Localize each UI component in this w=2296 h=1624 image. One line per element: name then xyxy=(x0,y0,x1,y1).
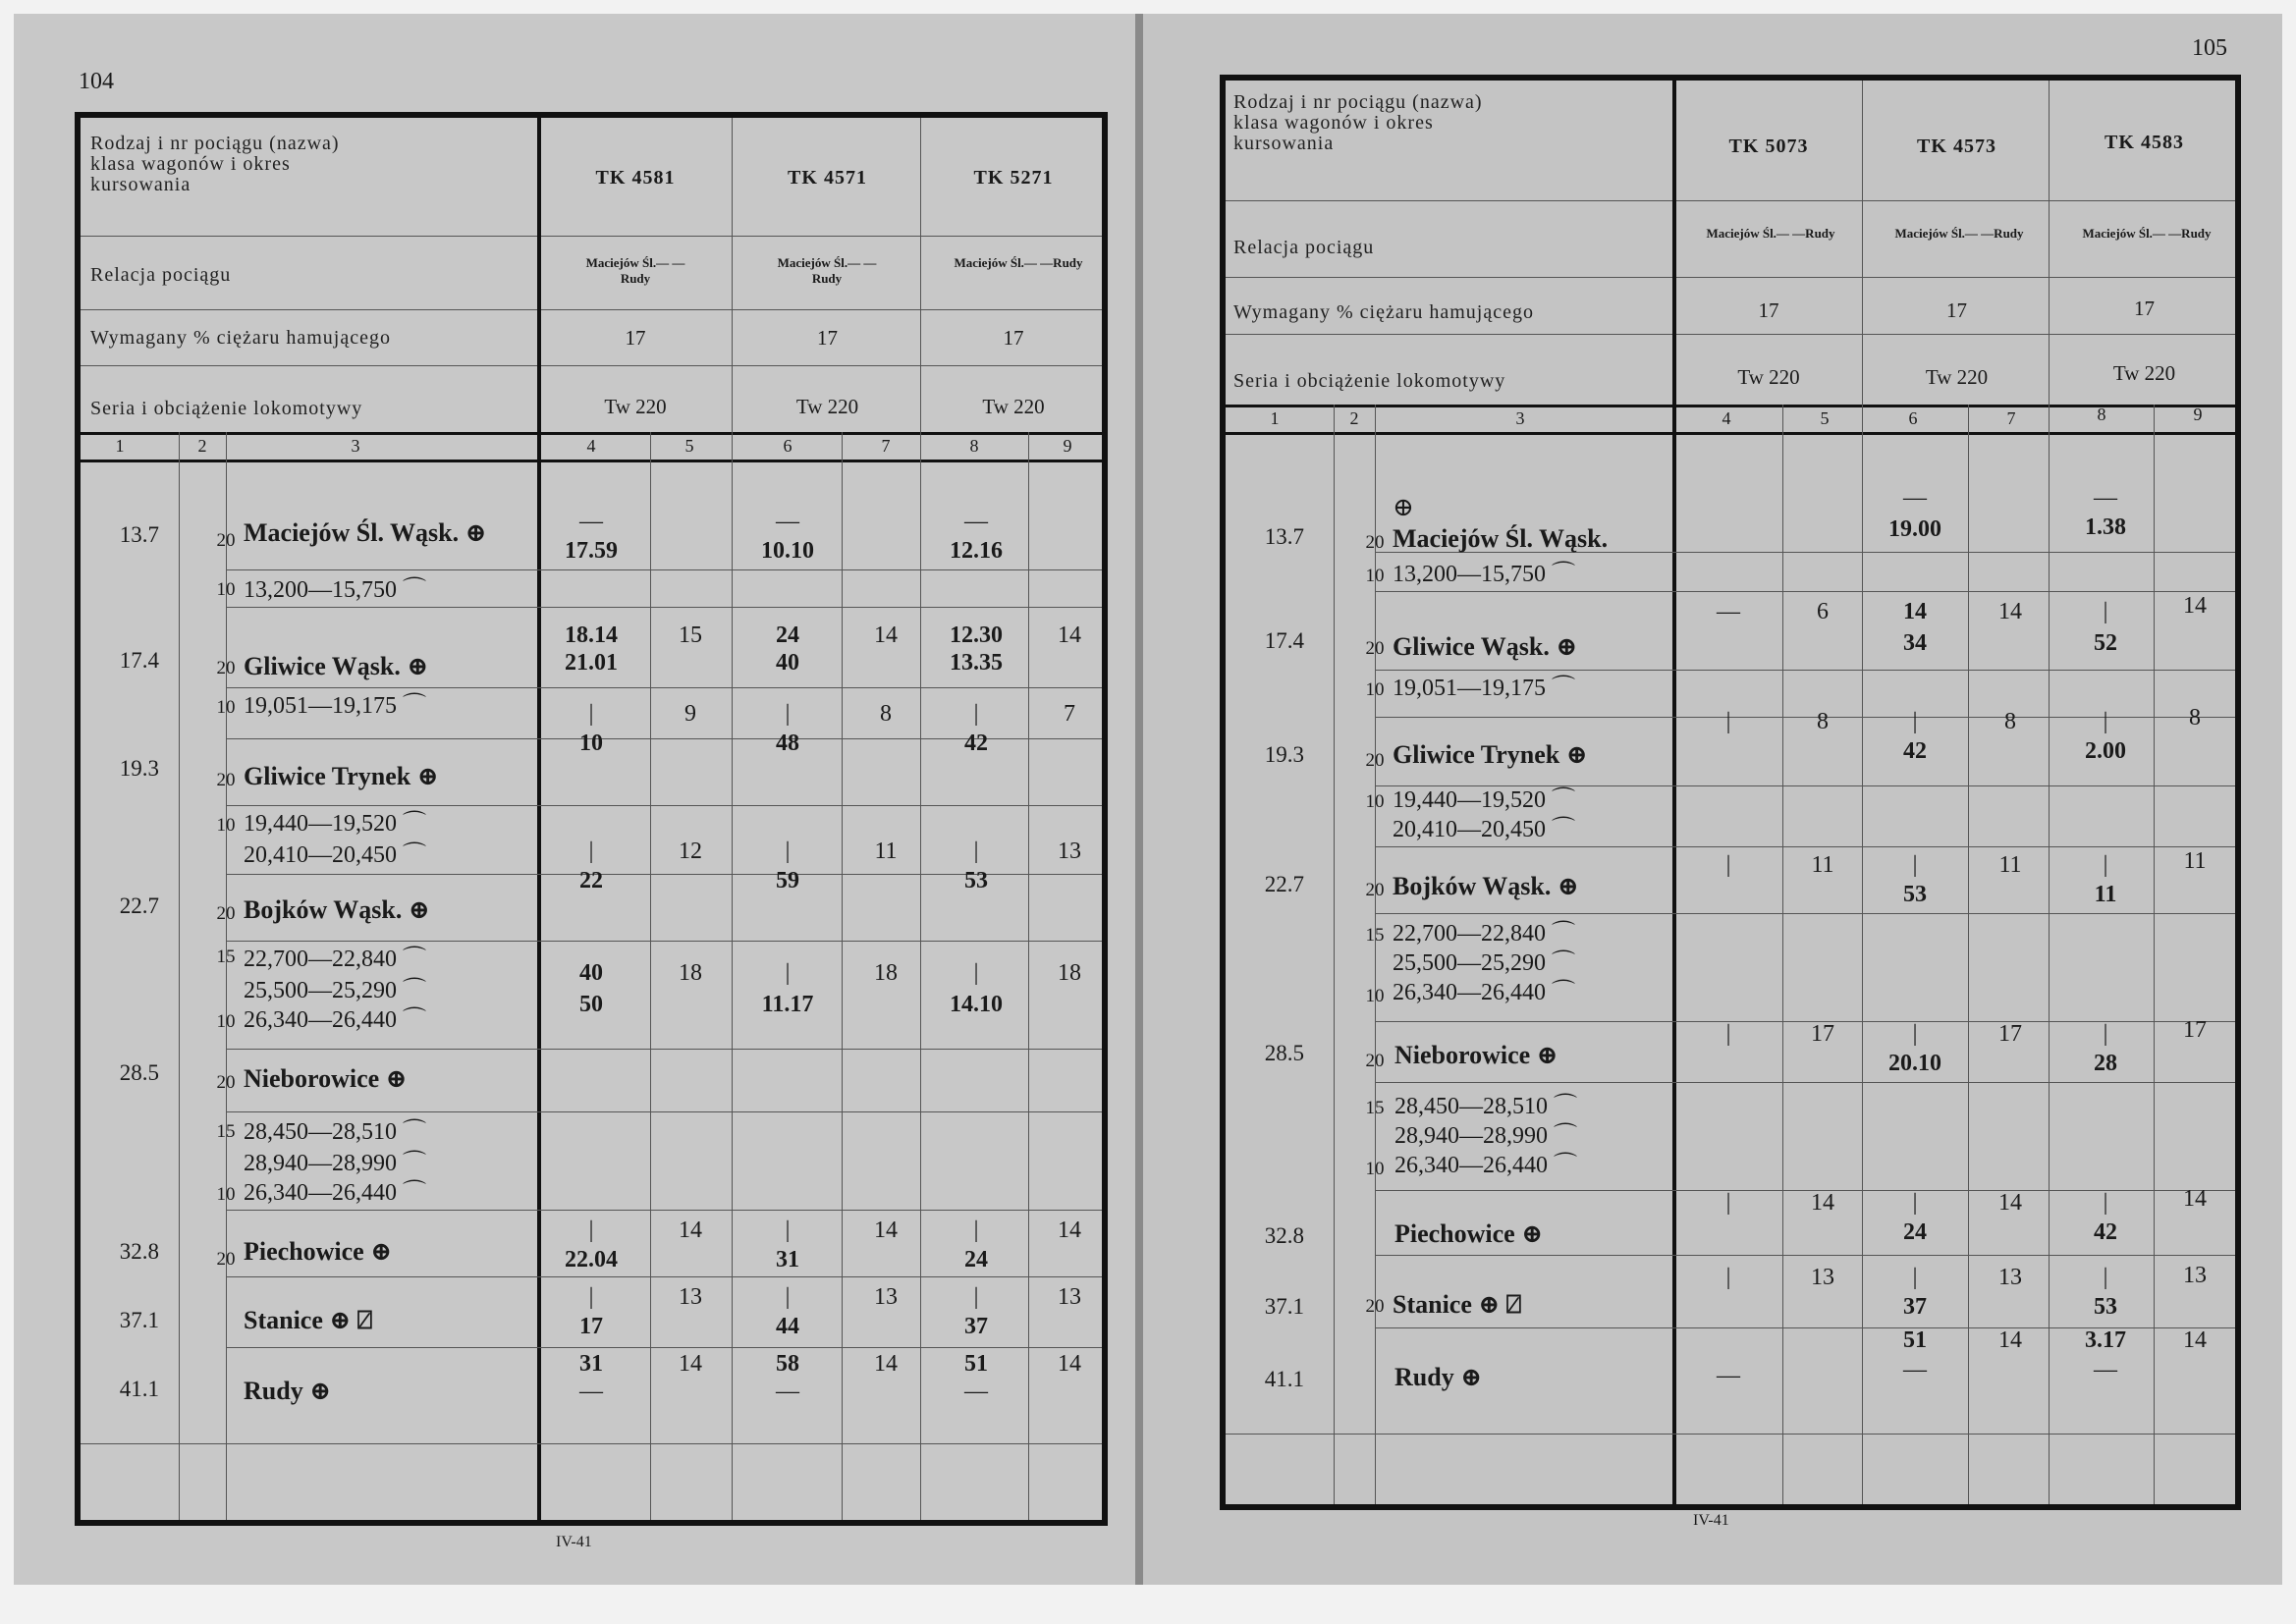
loco-label: Seria i obciążenie lokomotywy xyxy=(90,398,363,419)
time-dash: — xyxy=(1717,599,1740,624)
pass-mark: | xyxy=(2103,1021,2108,1047)
km-value: 32.8 xyxy=(119,1239,159,1264)
pass-mark: | xyxy=(785,960,791,986)
track-section: 19,051—19,175 ⌒ xyxy=(244,693,426,719)
km-value: 37.1 xyxy=(119,1308,159,1332)
pass-mark: | xyxy=(2103,1265,2108,1290)
track-section: 28,940—28,990 ⌒ xyxy=(244,1151,426,1176)
run-time: 11 xyxy=(1811,852,1834,878)
time-value: 3.17 xyxy=(2085,1327,2126,1353)
km-value: 37.1 xyxy=(1264,1294,1304,1319)
run-time: 13 xyxy=(679,1284,702,1310)
time-value: 53 xyxy=(1903,882,1927,907)
run-time: 14 xyxy=(2183,593,2207,619)
time-value: 24 xyxy=(776,623,799,648)
km-value: 41.1 xyxy=(119,1377,159,1401)
km-value: 17.4 xyxy=(119,648,159,673)
time-value: 18.14 xyxy=(565,623,618,648)
time-value: 37 xyxy=(964,1314,988,1339)
time-value: 31 xyxy=(776,1247,799,1272)
train-relation: Maciejów Śl.— —Rudy xyxy=(1706,226,1835,241)
train-relation: Maciejów Śl.— —Rudy xyxy=(777,255,877,286)
pass-mark: | xyxy=(1912,709,1918,734)
track-section: 13,200—15,750 ⌒ xyxy=(1393,562,1575,587)
time-value: 53 xyxy=(2094,1294,2117,1320)
run-time: 9 xyxy=(684,701,696,727)
loco-value: Tw 220 xyxy=(2112,361,2176,385)
km-value: 19.3 xyxy=(1264,742,1304,767)
pass-mark: | xyxy=(2103,709,2108,734)
pass-mark: | xyxy=(1725,1190,1731,1216)
run-time: 14 xyxy=(679,1218,702,1243)
track-section: 20,410—20,450 ⌒ xyxy=(1393,817,1575,842)
train-number: TK 5271 xyxy=(973,167,1054,189)
time-dash: — xyxy=(964,509,988,534)
train-type-label: Rodzaj i nr pociągu (nazwa) klasa wagonów i okres kursowania xyxy=(1233,91,1483,154)
pass-mark: | xyxy=(1912,1265,1918,1290)
run-time: 12 xyxy=(679,839,702,864)
time-dash: — xyxy=(579,1379,603,1404)
time-dash: — xyxy=(579,509,603,534)
km-value: 22.7 xyxy=(1264,872,1304,896)
relation-label: Relacja pociągu xyxy=(1233,237,1375,258)
pass-mark: | xyxy=(785,1284,791,1310)
station-name: Gliwice Wąsk. ⊕ xyxy=(244,652,429,680)
track-speed: 10 xyxy=(1365,679,1385,700)
track-section: 25,500—25,290 ⌒ xyxy=(1393,950,1575,976)
run-time: 6 xyxy=(1817,599,1829,624)
run-time: 8 xyxy=(1817,709,1829,734)
track-speed: 10 xyxy=(216,815,236,836)
column-number: 9 xyxy=(2193,405,2203,424)
km-value: 13.7 xyxy=(1264,524,1304,549)
time-value: 11.17 xyxy=(761,992,814,1017)
run-time: 14 xyxy=(874,1218,898,1243)
time-value: 22 xyxy=(579,868,603,893)
track-section: 13,200—15,750 ⌒ xyxy=(244,577,426,603)
train-number: TK 5073 xyxy=(1728,135,1809,157)
track-speed: 10 xyxy=(216,579,236,600)
pass-mark: | xyxy=(1725,709,1731,734)
speed-value: 20 xyxy=(216,658,236,678)
track-speed: 10 xyxy=(1365,791,1385,812)
speed-value: 20 xyxy=(1365,532,1385,553)
time-value: 14.10 xyxy=(950,992,1003,1017)
km-value: 19.3 xyxy=(119,756,159,781)
time-dash: — xyxy=(776,1379,799,1404)
pass-mark: | xyxy=(973,1284,979,1310)
train-relation: Maciejów Śl.— —Rudy xyxy=(1894,226,2024,241)
time-value: 19.00 xyxy=(1888,516,1941,542)
pass-mark: | xyxy=(973,701,979,727)
time-value: 13.35 xyxy=(950,650,1003,676)
track-section: 19,440—19,520 ⌒ xyxy=(244,811,426,837)
station-name: Rudy ⊕ xyxy=(1394,1363,1482,1391)
brake-label: Wymagany % ciężaru hamującego xyxy=(90,327,391,349)
time-value: 48 xyxy=(776,731,799,756)
track-speed: 10 xyxy=(216,1184,236,1205)
track-section: 19,051—19,175 ⌒ xyxy=(1393,676,1575,701)
run-time: 13 xyxy=(1058,839,1081,864)
speed-value: 20 xyxy=(1365,638,1385,659)
run-time: 14 xyxy=(874,1351,898,1377)
loco-value: Tw 220 xyxy=(604,395,667,418)
speed-value: 20 xyxy=(216,903,236,924)
run-time: 11 xyxy=(1998,852,2022,878)
run-time: 7 xyxy=(1064,701,1075,727)
page-footer: IV-41 xyxy=(1693,1512,1729,1529)
station-name: Piechowice ⊕ xyxy=(244,1237,393,1266)
page-number: 105 xyxy=(2192,35,2227,61)
run-time: 14 xyxy=(1058,1351,1081,1377)
train-type-label: Rodzaj i nr pociągu (nazwa) klasa wagonów i okres kursowania xyxy=(90,133,340,195)
track-speed: 10 xyxy=(216,1011,236,1032)
run-time: 14 xyxy=(1998,599,2022,624)
track-section: 28,450—28,510 ⌒ xyxy=(1394,1094,1577,1119)
run-time: 18 xyxy=(679,960,702,986)
km-value: 41.1 xyxy=(1264,1367,1304,1391)
time-value: 22.04 xyxy=(565,1247,618,1272)
time-value: 58 xyxy=(776,1351,799,1377)
run-time: 18 xyxy=(1058,960,1081,986)
km-value: 28.5 xyxy=(119,1060,159,1085)
time-dash: — xyxy=(964,1379,988,1404)
run-time: 13 xyxy=(1811,1265,1834,1290)
column-number: 2 xyxy=(1349,408,1359,428)
run-time: 14 xyxy=(2183,1186,2207,1212)
km-value: 32.8 xyxy=(1264,1223,1304,1248)
speed-value: 20 xyxy=(1365,1296,1385,1317)
run-time: 17 xyxy=(2183,1017,2207,1043)
pass-mark: | xyxy=(588,1284,594,1310)
time-value: 2.00 xyxy=(2085,738,2126,764)
column-number: 8 xyxy=(969,436,979,456)
km-value: 28.5 xyxy=(1264,1041,1304,1065)
station-name: Nieborowice ⊕ xyxy=(244,1064,408,1093)
pass-mark: | xyxy=(1725,1021,1731,1047)
track-speed: 10 xyxy=(1365,986,1385,1006)
time-value: 42 xyxy=(2094,1219,2117,1245)
speed-value: 20 xyxy=(216,770,236,790)
pass-mark: | xyxy=(588,839,594,864)
run-time: 11 xyxy=(2183,848,2207,874)
brake-value: 17 xyxy=(817,326,838,350)
run-time: 11 xyxy=(874,839,898,864)
time-value: 34 xyxy=(1903,630,1927,656)
train-number: TK 4581 xyxy=(595,167,676,189)
station-name: Maciejów Śl. Wąsk. ⊕ xyxy=(244,518,487,547)
column-number: 7 xyxy=(2006,408,2016,428)
brake-value: 17 xyxy=(1758,298,1779,322)
time-value: 42 xyxy=(1903,738,1927,764)
track-section: 22,700—22,840 ⌒ xyxy=(244,947,426,972)
track-speed: 15 xyxy=(1365,1098,1385,1118)
pass-mark: | xyxy=(785,839,791,864)
book-spread xyxy=(14,14,2282,1585)
time-value: 53 xyxy=(964,868,988,893)
timetable-left xyxy=(75,112,1108,1526)
km-value: 17.4 xyxy=(1264,628,1304,653)
pass-mark: | xyxy=(2103,1190,2108,1216)
pass-mark: | xyxy=(785,701,791,727)
train-relation: Maciejów Śl.— —Rudy xyxy=(585,255,685,286)
pass-mark: | xyxy=(973,960,979,986)
track-section: 20,410—20,450 ⌒ xyxy=(244,842,426,868)
time-dash: — xyxy=(1903,1357,1927,1382)
train-number: TK 4571 xyxy=(788,167,867,189)
column-number: 9 xyxy=(1063,436,1072,456)
pass-mark: | xyxy=(1725,1265,1731,1290)
speed-value: 20 xyxy=(216,530,236,551)
run-time: 14 xyxy=(679,1351,702,1377)
loco-label: Seria i obciążenie lokomotywy xyxy=(1233,370,1506,392)
time-value: 21.01 xyxy=(565,650,618,676)
run-time: 14 xyxy=(1998,1327,2022,1353)
run-time: 13 xyxy=(1998,1265,2022,1290)
time-value: 17.59 xyxy=(565,538,618,564)
track-speed: 10 xyxy=(216,697,236,718)
track-speed: 10 xyxy=(1365,566,1385,586)
time-value: 42 xyxy=(964,731,988,756)
pass-mark: | xyxy=(1725,852,1731,878)
run-time: 17 xyxy=(1811,1021,1834,1047)
column-number: 3 xyxy=(1515,408,1525,428)
run-time: 14 xyxy=(1998,1190,2022,1216)
run-time: 8 xyxy=(2004,709,2016,734)
track-speed: 15 xyxy=(1365,925,1385,946)
time-value: 10.10 xyxy=(761,538,814,564)
time-value: 17 xyxy=(579,1314,603,1339)
station-name: Nieborowice ⊕ xyxy=(1394,1041,1558,1069)
time-value: 40 xyxy=(776,650,799,676)
station-name: Stanice ⊕ ⍁ xyxy=(244,1306,373,1334)
station-symbol: ⊕ xyxy=(1393,493,1414,521)
station-name: Gliwice Wąsk. ⊕ xyxy=(1393,632,1578,661)
page-footer: IV-41 xyxy=(556,1534,592,1550)
time-value: 24 xyxy=(964,1247,988,1272)
time-value: 20.10 xyxy=(1888,1051,1941,1076)
time-dash: — xyxy=(2094,485,2117,511)
train-number: TK 4573 xyxy=(1917,135,1996,157)
time-value: 28 xyxy=(2094,1051,2117,1076)
run-time: 14 xyxy=(1058,623,1081,648)
station-name: Gliwice Trynek ⊕ xyxy=(1393,740,1588,769)
station-name: Stanice ⊕ ⍁ xyxy=(1393,1290,1522,1319)
time-dash: — xyxy=(1903,485,1927,511)
run-time: 13 xyxy=(1058,1284,1081,1310)
pass-mark: | xyxy=(1912,852,1918,878)
column-number: 6 xyxy=(783,436,793,456)
track-speed: 15 xyxy=(216,1121,236,1142)
time-dash: — xyxy=(776,509,799,534)
time-value: 51 xyxy=(964,1351,988,1377)
relation-label: Relacja pociągu xyxy=(90,264,232,286)
right-page xyxy=(1143,14,2282,1585)
track-section: 26,340—26,440 ⌒ xyxy=(244,1007,426,1033)
time-value: 10 xyxy=(579,731,603,756)
run-time: 14 xyxy=(874,623,898,648)
pass-mark: | xyxy=(1912,1190,1918,1216)
run-time: 17 xyxy=(1998,1021,2022,1047)
km-value: 13.7 xyxy=(119,522,159,547)
column-number: 6 xyxy=(1908,408,1918,428)
station-name: Piechowice ⊕ xyxy=(1394,1219,1544,1248)
track-section: 28,450—28,510 ⌒ xyxy=(244,1119,426,1145)
station-name: Rudy ⊕ xyxy=(244,1377,331,1405)
left-page xyxy=(14,14,1143,1585)
track-section: 28,940—28,990 ⌒ xyxy=(1394,1123,1577,1149)
pass-mark: | xyxy=(1912,1021,1918,1047)
time-value: 12.30 xyxy=(950,623,1003,648)
time-dash: — xyxy=(2094,1357,2117,1382)
track-speed: 15 xyxy=(216,947,236,967)
pass-mark: | xyxy=(785,1218,791,1243)
pass-mark: | xyxy=(2103,852,2108,878)
track-section: 26,340—26,440 ⌒ xyxy=(1394,1153,1577,1178)
column-number: 4 xyxy=(586,436,596,456)
column-number: 7 xyxy=(881,436,891,456)
run-time: 14 xyxy=(1811,1190,1834,1216)
track-section: 26,340—26,440 ⌒ xyxy=(244,1180,426,1206)
station-name: Bojków Wąsk. ⊕ xyxy=(1393,872,1579,900)
track-section: 19,440—19,520 ⌒ xyxy=(1393,787,1575,813)
time-value: 11 xyxy=(2094,882,2117,907)
time-value: 24 xyxy=(1903,1219,1927,1245)
run-time: 13 xyxy=(2183,1263,2207,1288)
column-number: 2 xyxy=(197,436,207,456)
timetable-right xyxy=(1220,75,2241,1510)
column-number: 1 xyxy=(115,436,125,456)
track-speed: 10 xyxy=(1365,1159,1385,1179)
loco-value: Tw 220 xyxy=(982,395,1045,418)
time-value: 37 xyxy=(1903,1294,1927,1320)
pass-mark: | xyxy=(973,839,979,864)
train-relation: Maciejów Śl.— —Rudy xyxy=(2082,226,2212,241)
loco-value: Tw 220 xyxy=(1737,365,1800,389)
speed-value: 20 xyxy=(1365,1051,1385,1071)
column-number: 3 xyxy=(351,436,360,456)
brake-value: 17 xyxy=(2134,297,2155,320)
time-value: 40 xyxy=(579,960,603,986)
loco-value: Tw 220 xyxy=(1925,365,1989,389)
speed-value: 20 xyxy=(216,1249,236,1270)
brake-value: 17 xyxy=(625,326,646,350)
time-value: 14 xyxy=(1903,599,1927,624)
time-value: 59 xyxy=(776,868,799,893)
time-value: 50 xyxy=(579,992,603,1017)
run-time: 14 xyxy=(1058,1218,1081,1243)
speed-value: 20 xyxy=(216,1072,236,1093)
time-value: 12.16 xyxy=(950,538,1003,564)
loco-value: Tw 220 xyxy=(795,395,859,418)
time-value: 44 xyxy=(776,1314,799,1339)
time-value: 51 xyxy=(1903,1327,1927,1353)
pass-mark: | xyxy=(588,1218,594,1243)
speed-value: 20 xyxy=(1365,880,1385,900)
train-relation: Maciejów Śl.— —Rudy xyxy=(954,255,1083,270)
brake-label: Wymagany % ciężaru hamującego xyxy=(1233,301,1534,323)
track-section: 25,500—25,290 ⌒ xyxy=(244,978,426,1003)
page-number: 104 xyxy=(79,69,114,94)
column-number: 4 xyxy=(1722,408,1731,428)
run-time: 18 xyxy=(874,960,898,986)
track-section: 22,700—22,840 ⌒ xyxy=(1393,921,1575,947)
time-value: 1.38 xyxy=(2085,514,2126,540)
brake-value: 17 xyxy=(1946,298,1967,322)
brake-value: 17 xyxy=(1003,326,1024,350)
time-value: 31 xyxy=(579,1351,603,1377)
column-number: 8 xyxy=(2097,405,2106,424)
run-time: 15 xyxy=(679,623,702,648)
station-name: Gliwice Trynek ⊕ xyxy=(244,762,439,790)
time-dash: — xyxy=(1717,1363,1740,1388)
column-number: 5 xyxy=(684,436,694,456)
station-name: Maciejów Śl. Wąsk. xyxy=(1393,524,1609,553)
track-section: 26,340—26,440 ⌒ xyxy=(1393,980,1575,1005)
pass-mark: | xyxy=(973,1218,979,1243)
station-name: Bojków Wąsk. ⊕ xyxy=(244,895,430,924)
run-time: 8 xyxy=(2189,705,2201,731)
run-time: 8 xyxy=(880,701,892,727)
run-time: 13 xyxy=(874,1284,898,1310)
time-value: 52 xyxy=(2094,630,2117,656)
speed-value: 20 xyxy=(1365,750,1385,771)
km-value: 22.7 xyxy=(119,893,159,918)
train-number: TK 4583 xyxy=(2105,132,2184,153)
pass-mark: | xyxy=(2103,599,2108,624)
pass-mark: | xyxy=(588,701,594,727)
column-number: 5 xyxy=(1820,408,1830,428)
column-number: 1 xyxy=(1270,408,1280,428)
run-time: 14 xyxy=(2183,1327,2207,1353)
